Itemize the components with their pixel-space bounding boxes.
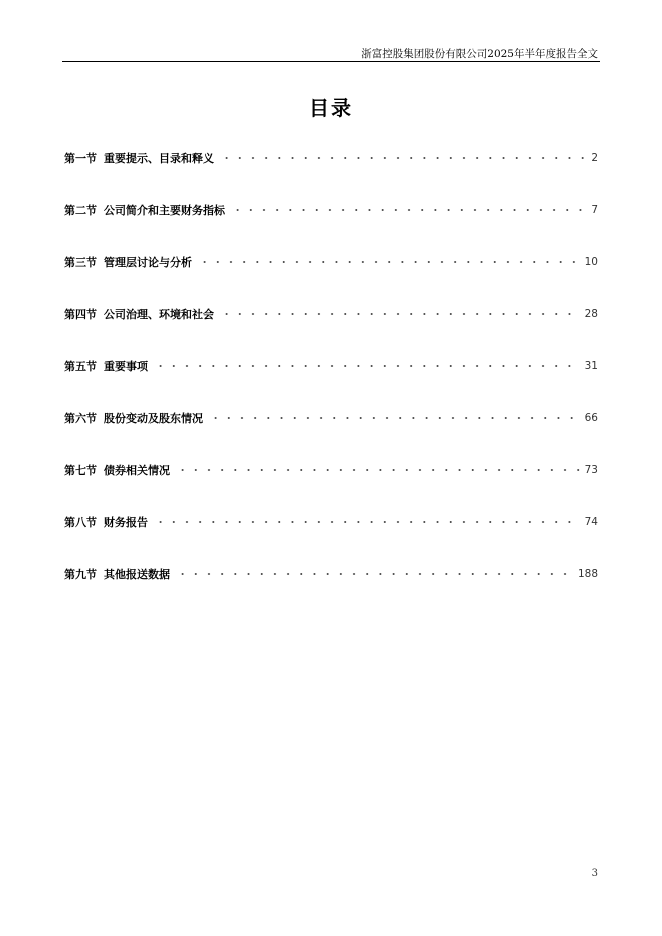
toc-section-number: 第三节 (64, 256, 97, 269)
toc-section-number: 第九节 (64, 568, 97, 581)
toc-entry[interactable] (64, 200, 598, 220)
toc-section-number: 第八节 (64, 516, 97, 529)
toc-section-number: 第五节 (64, 360, 97, 373)
toc-entry[interactable] (64, 512, 598, 532)
running-header: 浙富控股集团股份有限公司2025年半年度报告全文 (361, 48, 598, 60)
toc-section-title: 重要提示、目录和释义 (104, 152, 214, 165)
page-number: 3 (591, 868, 598, 879)
toc-page-number: 73 (584, 464, 598, 476)
toc-entry-label (64, 202, 225, 218)
toc-page-number: 7 (591, 204, 598, 216)
toc-section-title: 管理层讨论与分析 (104, 256, 192, 269)
toc-entry-label (64, 306, 214, 322)
toc-dot-leader (220, 313, 581, 315)
header-divider (62, 61, 600, 62)
toc-section-title: 债券相关情况 (104, 464, 170, 477)
toc-entry-label (64, 150, 214, 166)
toc-entry[interactable] (64, 408, 598, 428)
toc-page-number: 74 (584, 516, 598, 528)
toc-dot-leader (176, 573, 574, 575)
toc-dot-leader (220, 157, 587, 159)
toc-title: 目录 (309, 96, 353, 120)
toc-entry[interactable] (64, 356, 598, 376)
toc-page-number: 2 (591, 152, 598, 164)
toc-dot-leader (231, 209, 587, 211)
toc-section-title: 财务报告 (104, 516, 148, 529)
toc-section-title: 股份变动及股东情况 (104, 412, 203, 425)
toc-dot-leader (154, 365, 581, 367)
toc-page-number: 10 (584, 256, 598, 268)
toc-entry[interactable] (64, 252, 598, 272)
toc-entry[interactable] (64, 304, 598, 324)
toc-entry-label (64, 254, 192, 270)
toc-entry-label (64, 514, 148, 530)
toc-entry-label (64, 462, 170, 478)
toc-page-number: 31 (584, 360, 598, 372)
toc-entry-label (64, 566, 170, 582)
toc-section-number: 第二节 (64, 204, 97, 217)
toc-section-number: 第七节 (64, 464, 97, 477)
toc-entry[interactable] (64, 148, 598, 168)
toc-section-title: 公司治理、环境和社会 (104, 308, 214, 321)
toc-page-number: 66 (584, 412, 598, 424)
toc-entry-label (64, 358, 148, 374)
toc-entry[interactable] (64, 564, 598, 584)
toc-dot-leader (176, 469, 581, 471)
toc-dot-leader (198, 261, 581, 263)
toc-section-title: 公司简介和主要财务指标 (104, 204, 225, 217)
toc-dot-leader (154, 521, 581, 523)
toc-section-title: 重要事项 (104, 360, 148, 373)
toc-entry-label (64, 410, 203, 426)
toc-entry[interactable] (64, 460, 598, 480)
toc-dot-leader (209, 417, 581, 419)
toc-section-number: 第六节 (64, 412, 97, 425)
toc-section-number: 第一节 (64, 152, 97, 165)
toc-page-number: 188 (577, 568, 598, 580)
toc-page-number: 28 (584, 308, 598, 320)
toc-section-number: 第四节 (64, 308, 97, 321)
toc-section-title: 其他报送数据 (104, 568, 170, 581)
